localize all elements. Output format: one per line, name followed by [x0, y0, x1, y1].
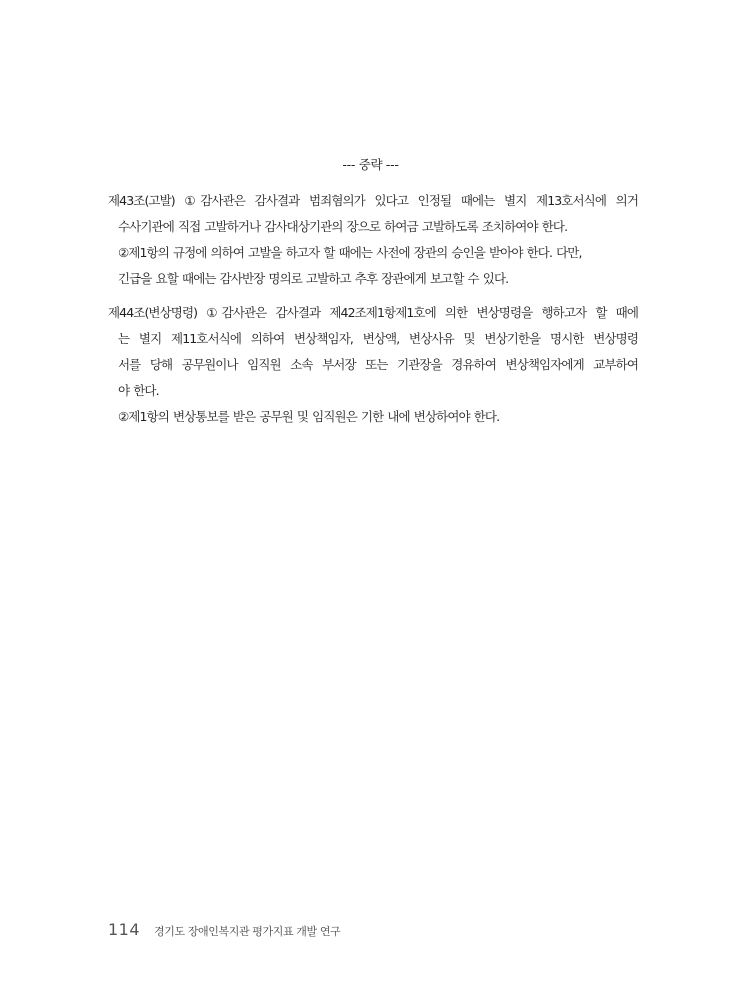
running-title: 경기도 장애인복지관 평가지표 개발 연구: [154, 925, 341, 938]
article-44-line-1: 제44조(변상명령) ①감사관은 감사결과 제42조제1항제1호에 의한 변상명령을 행하고자 할 때에: [108, 305, 638, 320]
article-44-line-4: 야 한다.: [118, 383, 159, 398]
article-43-line-2: 수사기관에 직접 고발하거나 감사대상기관의 장으로 하여금 고발하도록 조치하여야 한다.: [118, 219, 568, 234]
article-43: [108, 188, 638, 292]
article-44-line-2: 는 별지 제11호서식에 의하여 변상책임자, 변상액, 변상사유 및 변상기한을 명시한 변상명령: [118, 331, 638, 346]
article-43-line-1: 제43조(고발) ①감사관은 감사결과 범죄혐의가 있다고 인정될 때에는 별지 제13호서식에 의거: [108, 193, 638, 208]
article-list: [108, 188, 638, 438]
article-44: [108, 300, 638, 430]
page-footer: [108, 920, 340, 942]
article-43-line-4: 긴급을 요할 때에는 감사반장 명의로 고발하고 추후 장관에게 보고할 수 있다.: [118, 271, 509, 286]
article-44-line-3: 서를 당해 공무원이나 임직원 소속 부서장 또는 기관장을 경유하여 변상책임자에게 교부하여: [118, 357, 638, 372]
article-43-line-3: ②제1항의 규정에 의하여 고발을 하고자 할 때에는 사전에 장관의 승인을 받아야 한다. 다만,: [118, 245, 582, 260]
article-44-line-5: ②제1항의 변상통보를 받은 공무원 및 임직원은 기한 내에 변상하여야 한다.: [118, 409, 500, 424]
page-number: 114: [108, 920, 141, 939]
omission-mark: --- 중략 ---: [342, 157, 399, 172]
